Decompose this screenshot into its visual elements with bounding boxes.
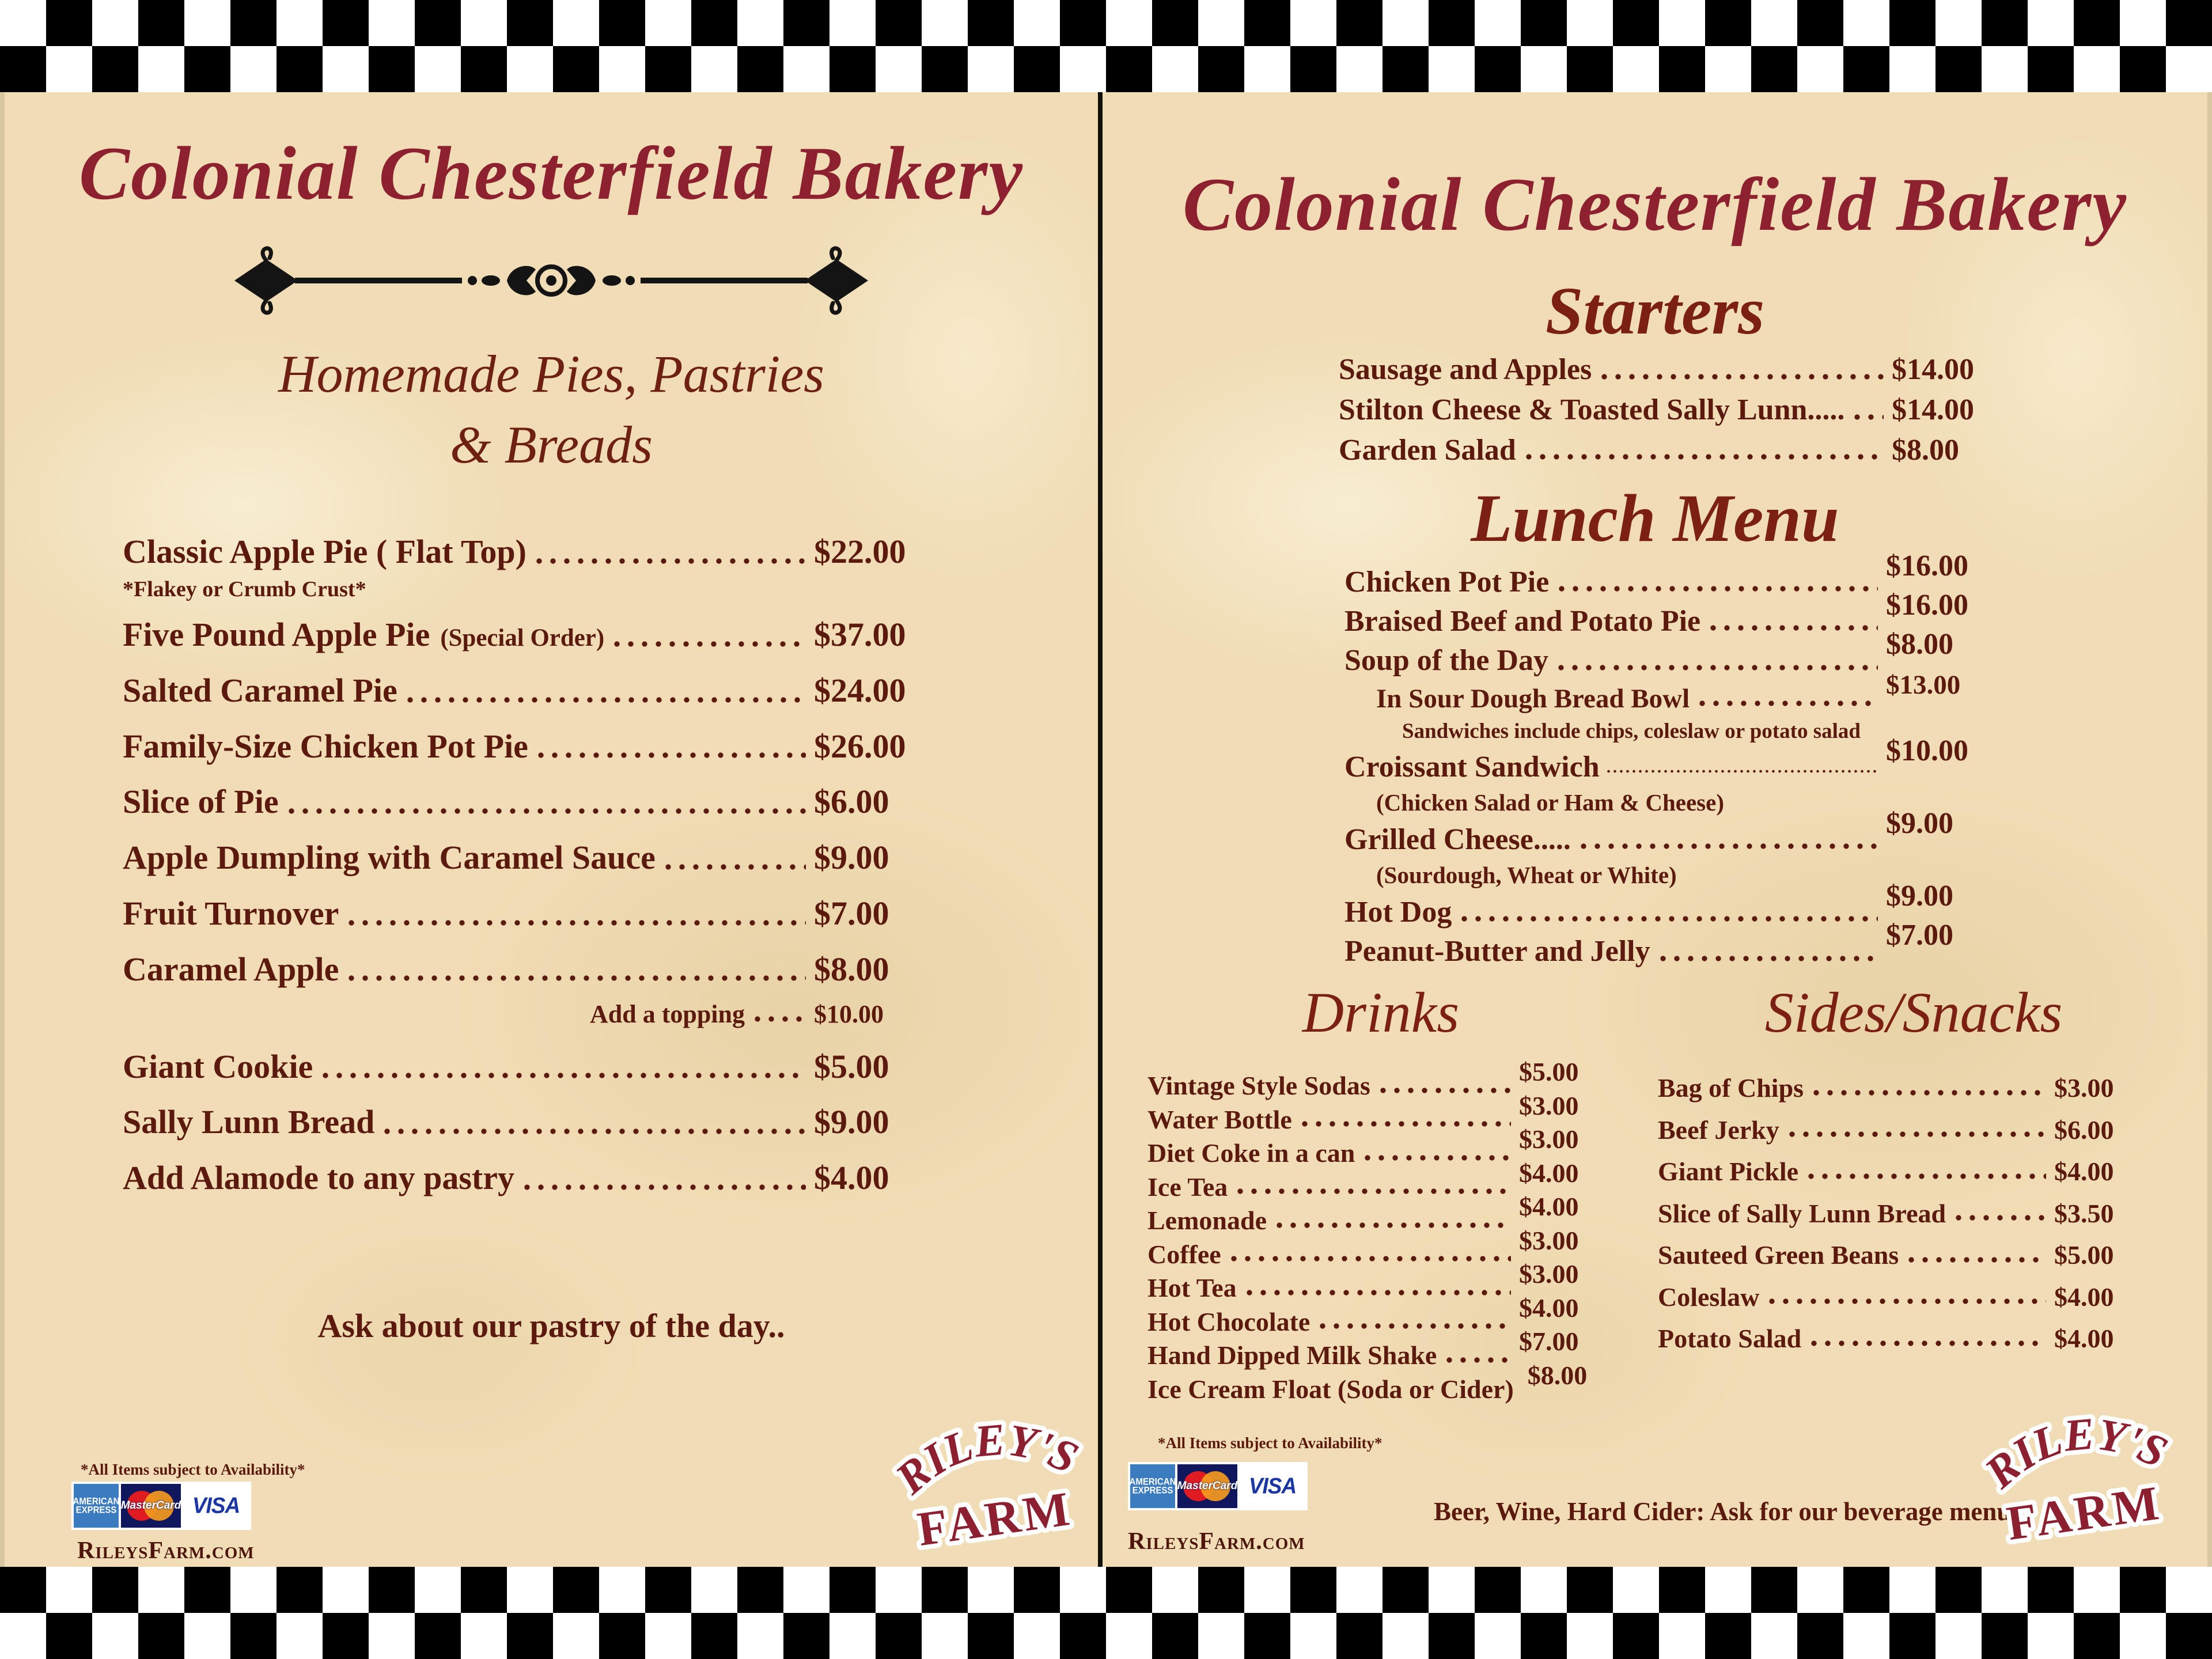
- dotted-leader: [751, 1014, 806, 1024]
- item-price: $9.00: [814, 839, 889, 877]
- item-price: $13.00: [1886, 669, 1961, 700]
- menu-item-row: [1339, 393, 2024, 427]
- dotted-leader: [661, 862, 806, 872]
- checkerboard-border-bottom: [0, 1567, 2212, 1659]
- item-price: $3.00: [1519, 1124, 1579, 1154]
- pastry-of-the-day-note: Ask about our pastry of the day..: [317, 1307, 785, 1344]
- dotted-leader: [1695, 699, 1878, 708]
- accepted-cards: [1128, 1462, 1308, 1510]
- item-label: Classic Apple Pie ( Flat Top): [123, 533, 527, 570]
- page-divider-line: [1098, 92, 1103, 1567]
- visa-text: VISA: [192, 1493, 240, 1518]
- menu-note-row: [123, 577, 958, 603]
- item-label: Garden Salad: [1339, 433, 1516, 467]
- dotted-leader: [1807, 1339, 2046, 1348]
- left-menu-heading-line2: & Breads: [450, 415, 653, 475]
- dotted-leader: [520, 1183, 806, 1192]
- visa-logo-icon: [183, 1484, 249, 1528]
- dotted-leader: [1442, 1355, 1511, 1365]
- item-label: Water Bottle: [1147, 1104, 1292, 1134]
- dotted-leader: [1904, 1255, 2046, 1264]
- menu-item-row: [123, 533, 958, 571]
- item-price: $7.00: [814, 894, 889, 932]
- menu-item-row: [1658, 1282, 2187, 1312]
- menu-item-row: [123, 950, 958, 989]
- dotted-leader: [1809, 1088, 2046, 1097]
- dotted-leader: [1785, 1130, 2046, 1139]
- item-label: Vintage Style Sodas: [1147, 1071, 1370, 1100]
- item-label: Slice of Pie: [123, 783, 279, 821]
- item-label: Beef Jerky: [1658, 1115, 1779, 1145]
- dotted-leader: [1376, 1086, 1511, 1095]
- dotted-leader: [1457, 914, 1878, 923]
- dotted-leader: [285, 806, 806, 816]
- logo-text-rileys: RILEY'S: [1975, 1408, 2175, 1498]
- menu-item-row: [123, 839, 958, 877]
- lunch-menu-list: [1344, 550, 2018, 975]
- item-price: $16.00: [1886, 550, 1968, 582]
- menu-item-row: [1658, 1073, 2187, 1103]
- item-label: In Sour Dough Bread Bowl: [1376, 683, 1690, 714]
- item-label: Hot Tea: [1147, 1273, 1237, 1303]
- drinks-list: [1147, 1057, 1626, 1404]
- rileys-farm-logo: [880, 1398, 1099, 1563]
- item-price: $4.00: [1519, 1192, 1579, 1222]
- item-label: Sally Lunn Bread: [123, 1103, 375, 1141]
- page-title: Colonial Chesterfield Bakery: [79, 131, 1024, 215]
- menu-item-row: [1344, 919, 2018, 968]
- dotted-leader: [344, 974, 806, 983]
- right-page: [1103, 92, 2207, 1567]
- dotted-leader: [1605, 767, 1878, 776]
- item-label: *Flakey or Crumb Crust*: [123, 577, 366, 601]
- item-label: Hand Dipped Milk Shake: [1147, 1340, 1437, 1370]
- item-label: (Sourdough, Wheat or White): [1376, 862, 1677, 889]
- item-price: $4.00: [1519, 1158, 1579, 1188]
- item-label: Diet Coke in a can: [1147, 1138, 1355, 1168]
- item-price: $4.00: [814, 1159, 889, 1197]
- logo-text-rileys: RILEY'S: [886, 1414, 1086, 1503]
- menu-item-row: [123, 1000, 958, 1029]
- mastercard-logo-icon: [1177, 1464, 1237, 1508]
- item-price: $10.00: [814, 1000, 884, 1029]
- item-label: Caramel Apple: [123, 950, 339, 988]
- amex-text-line1: AMERICAN: [73, 1496, 120, 1507]
- item-price: $5.00: [814, 1047, 889, 1085]
- sides-snacks-list: [1658, 1073, 2187, 1354]
- dotted-leader: [344, 918, 806, 927]
- availability-note: *All Items subject to Availability*: [1158, 1434, 1382, 1452]
- menu-item-row: [123, 728, 958, 766]
- dotted-leader: [1706, 623, 1878, 632]
- dotted-leader: [1227, 1254, 1511, 1263]
- dotted-leader: [1243, 1288, 1511, 1297]
- item-label: Hot Dog: [1344, 896, 1452, 929]
- menu-item-row: [123, 616, 958, 654]
- item-label: Salted Caramel Pie: [123, 672, 397, 710]
- menu-item-row: [123, 1103, 958, 1142]
- item-price: $4.00: [1519, 1293, 1579, 1323]
- sides-snacks-column: [1641, 979, 2187, 1408]
- item-label: Potato Salad: [1658, 1324, 1802, 1354]
- menu-item-row: [1658, 1199, 2187, 1229]
- menu-item-row: [1339, 433, 2024, 468]
- item-price: $37.00: [814, 616, 906, 654]
- item-price: $3.00: [1519, 1090, 1579, 1120]
- menu-item-row: [1339, 353, 2024, 387]
- dotted-leader: [1850, 412, 1884, 422]
- item-price: $6.00: [2054, 1115, 2114, 1145]
- item-label: Apple Dumpling with Caramel Sauce: [123, 839, 656, 877]
- item-label: Sausage and Apples: [1339, 353, 1592, 386]
- item-price: $9.00: [1886, 806, 1953, 840]
- left-menu-heading-line1: Homemade Pies, Pastries: [278, 344, 824, 403]
- item-price: $14.00: [1892, 353, 1974, 386]
- dotted-leader: [610, 639, 806, 649]
- logo-text-farm: FARM: [2003, 1476, 2165, 1551]
- dotted-leader: [1577, 842, 1878, 851]
- item-price: $8.00: [814, 950, 889, 988]
- item-price: $3.50: [2054, 1198, 2114, 1228]
- drinks-heading: Drinks: [1302, 980, 1460, 1044]
- item-sublabel: (Special Order): [440, 624, 605, 652]
- item-price: $8.00: [1892, 433, 1959, 467]
- menu-item-row: [1658, 1240, 2187, 1270]
- dotted-leader: [1952, 1213, 2046, 1222]
- item-label: Braised Beef and Potato Pie: [1344, 605, 1701, 638]
- item-label: Add a topping: [589, 1000, 745, 1029]
- dotted-leader: [534, 751, 806, 760]
- menu-item-row: [1658, 1157, 2187, 1187]
- menu-item-row: [123, 1048, 958, 1086]
- item-label: Sandwiches include chips, coleslaw or potato salad: [1402, 719, 1861, 744]
- dotted-leader: [1804, 1172, 2046, 1181]
- item-price: $4.00: [2054, 1282, 2114, 1312]
- starters-heading: Starters: [1545, 273, 1765, 349]
- item-label: Ice Tea: [1147, 1172, 1228, 1202]
- item-label: Sauteed Green Beans: [1658, 1240, 1899, 1270]
- mastercard-text: MasterCard: [121, 1499, 181, 1512]
- item-label: Hot Chocolate: [1147, 1306, 1310, 1336]
- item-label: Chicken Pot Pie: [1344, 566, 1550, 599]
- item-price: $3.00: [2054, 1073, 2114, 1103]
- dotted-leader: [403, 695, 806, 704]
- menu-item-row: [1344, 734, 2018, 784]
- item-price: $5.00: [1519, 1057, 1579, 1086]
- item-price: $14.00: [1892, 393, 1974, 426]
- item-price: $7.00: [1886, 919, 1953, 952]
- item-label: Five Pound Apple Pie: [123, 616, 430, 654]
- dotted-leader: [1656, 954, 1878, 963]
- item-price: $26.00: [814, 727, 906, 765]
- dotted-leader: [1272, 1221, 1511, 1230]
- item-label: Croissant Sandwich: [1344, 750, 1600, 783]
- sides-snacks-heading: Sides/Snacks: [1764, 980, 2063, 1044]
- amex-text-line2: EXPRESS: [1132, 1485, 1173, 1496]
- menu-item-row: [123, 672, 958, 710]
- divider-ornament-icon: [220, 243, 882, 318]
- menu-pages: [0, 92, 2212, 1567]
- item-label: Family-Size Chicken Pot Pie: [123, 727, 528, 765]
- dotted-leader: [1765, 1297, 2046, 1306]
- item-label: Giant Cookie: [123, 1047, 313, 1085]
- visa-logo-icon: [1240, 1464, 1305, 1508]
- page-title: Colonial Chesterfield Bakery: [1183, 162, 2127, 247]
- menu-item-row: [123, 1159, 958, 1198]
- item-price: $4.00: [2054, 1324, 2114, 1354]
- left-page: [5, 92, 1098, 1567]
- item-label: Soup of the Day: [1344, 644, 1548, 677]
- logo-text-farm: FARM: [914, 1482, 1076, 1556]
- availability-note: *All Items subject to Availability*: [81, 1461, 305, 1478]
- item-price: $22.00: [814, 533, 906, 570]
- item-price: $24.00: [814, 672, 906, 710]
- left-menu-heading: [5, 339, 1098, 481]
- menu-item-row: [1376, 669, 2018, 714]
- amex-logo-icon: [74, 1484, 119, 1528]
- item-price: $10.00: [1886, 734, 1968, 767]
- item-label: Grilled Cheese.....: [1344, 823, 1571, 856]
- item-label: Slice of Sally Lunn Bread: [1658, 1198, 1946, 1228]
- item-label: Bag of Chips: [1658, 1073, 1804, 1103]
- item-label: Giant Pickle: [1658, 1157, 1799, 1187]
- visa-text: VISA: [1248, 1473, 1297, 1498]
- menu-item-row: [123, 895, 958, 933]
- item-price: $8.00: [1886, 628, 1953, 661]
- website-url: RileysFarm.com: [1128, 1528, 1305, 1555]
- item-price: $3.00: [1519, 1259, 1579, 1289]
- item-label: Coleslaw: [1658, 1282, 1760, 1312]
- amex-logo-icon: [1130, 1464, 1175, 1508]
- item-label: Lemonade: [1147, 1206, 1267, 1236]
- left-menu-list: [123, 533, 958, 1215]
- item-price: $3.00: [1519, 1225, 1579, 1255]
- menu-item-row: [1658, 1115, 2187, 1145]
- drinks-and-sides: [1103, 979, 2207, 1408]
- item-label: Stilton Cheese & Toasted Sally Lunn.....: [1339, 393, 1845, 426]
- item-label: Coffee: [1147, 1239, 1221, 1269]
- dotted-leader: [1554, 663, 1878, 672]
- drinks-column: [1136, 979, 1626, 1408]
- item-price: $7.00: [1519, 1327, 1579, 1357]
- item-price: $16.00: [1886, 589, 1968, 622]
- item-label: Peanut-Butter and Jelly: [1344, 935, 1650, 968]
- item-price: $9.00: [1886, 880, 1953, 913]
- item-label: Fruit Turnover: [123, 894, 339, 932]
- beverage-menu-note: Beer, Wine, Hard Cider: Ask for our beverage menu: [1434, 1497, 2012, 1526]
- accepted-cards: [71, 1482, 251, 1530]
- menu-item-row: [1147, 1360, 1626, 1404]
- dotted-leader: [1298, 1119, 1511, 1128]
- checkerboard-border-top: [0, 0, 2212, 92]
- dotted-leader: [1522, 452, 1884, 461]
- starters-list: [1339, 353, 2024, 473]
- dotted-leader: [1555, 584, 1878, 593]
- dotted-leader: [1233, 1187, 1511, 1196]
- mastercard-text: MasterCard: [1177, 1480, 1237, 1492]
- menu-item-row: [1344, 806, 2018, 857]
- amex-text-line2: EXPRESS: [75, 1505, 117, 1516]
- rileys-farm-logo: [1969, 1392, 2188, 1557]
- lunch-menu-heading: Lunch Menu: [1471, 480, 1839, 556]
- mastercard-logo-icon: [121, 1484, 181, 1528]
- item-label: Add Alamode to any pastry: [123, 1159, 514, 1197]
- item-price: $6.00: [814, 783, 889, 821]
- item-price: $8.00: [1527, 1360, 1588, 1390]
- dotted-leader: [1597, 372, 1884, 381]
- item-price: $4.00: [2054, 1157, 2114, 1187]
- item-price: $9.00: [814, 1103, 889, 1141]
- item-label: Ice Cream Float (Soda or Cider): [1147, 1374, 1514, 1404]
- menu-item-row: [123, 783, 958, 821]
- item-price: $5.00: [2054, 1240, 2114, 1270]
- item-label: (Chicken Salad or Ham & Cheese): [1376, 789, 1724, 816]
- dotted-leader: [319, 1071, 806, 1080]
- dotted-leader: [380, 1127, 806, 1136]
- dotted-leader: [1361, 1153, 1511, 1162]
- menu-item-row: [1658, 1324, 2187, 1354]
- dotted-leader: [1316, 1321, 1511, 1331]
- website-url: RileysFarm.com: [77, 1537, 255, 1564]
- amex-text-line1: AMERICAN: [1129, 1476, 1176, 1487]
- dotted-leader: [532, 556, 806, 566]
